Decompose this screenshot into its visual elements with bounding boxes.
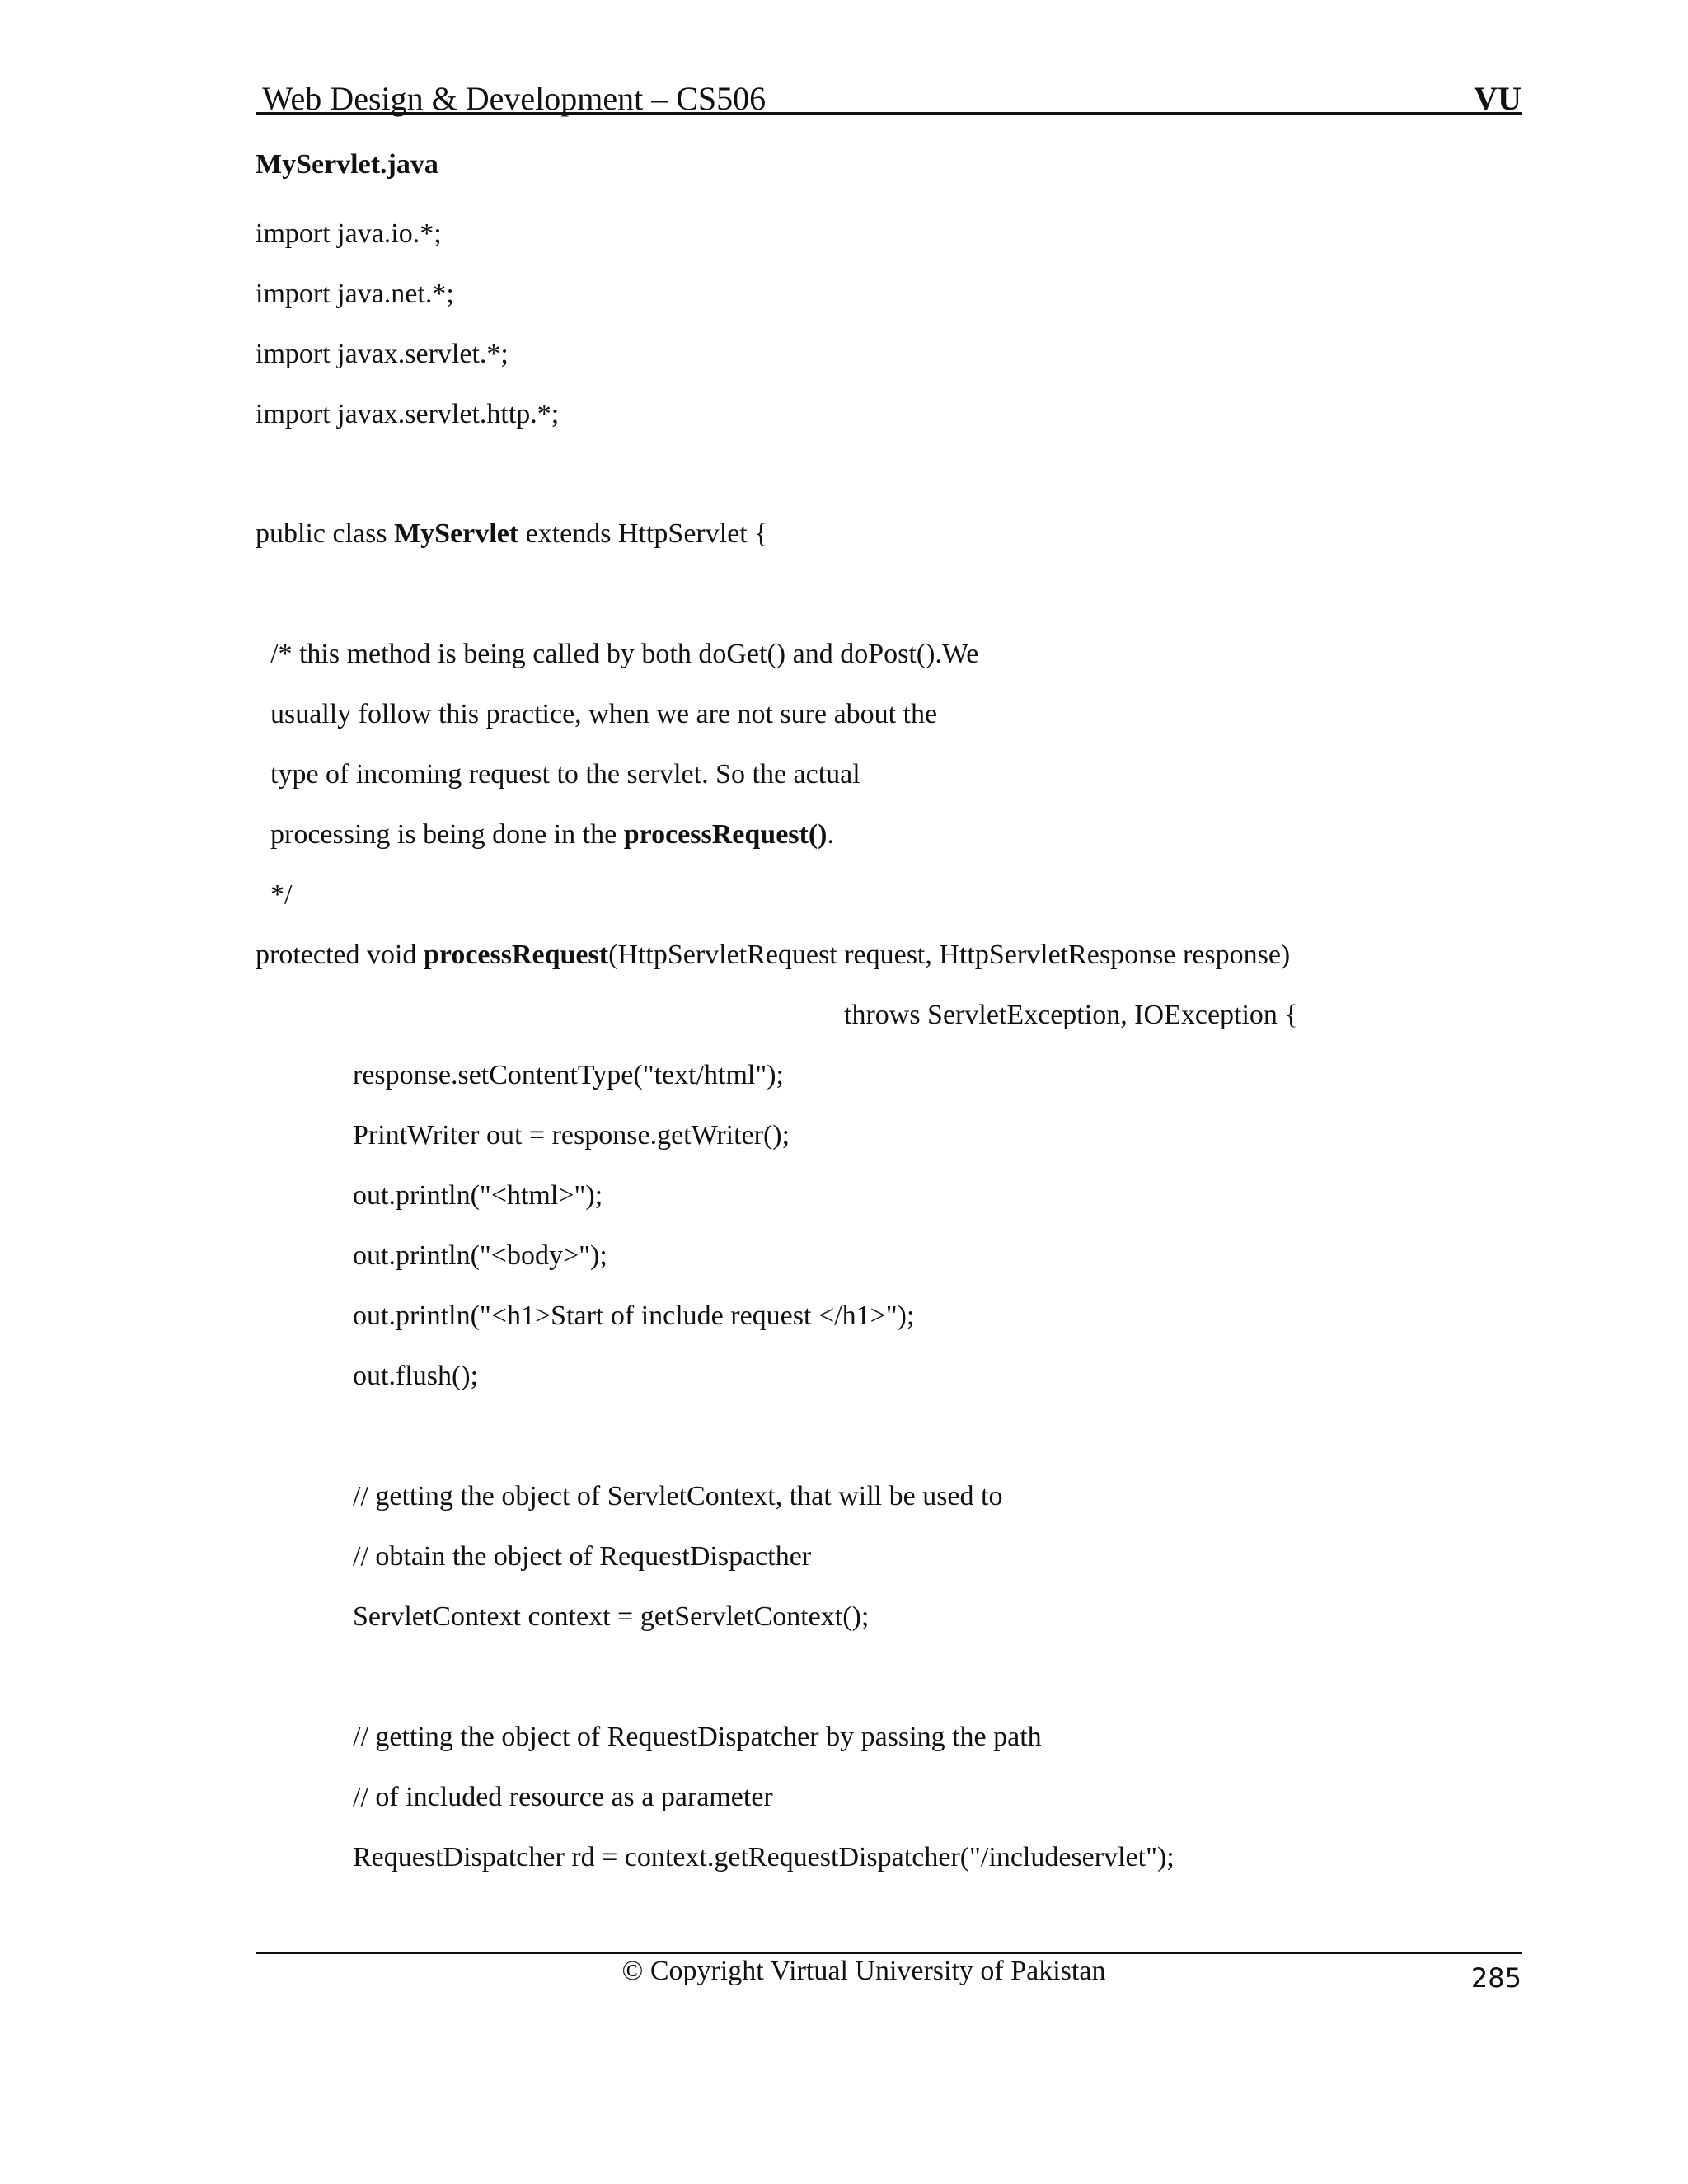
class-name: MyServlet <box>394 518 519 549</box>
code-line-import-http: import javax.servlet.http.*; <box>256 399 560 429</box>
code-comment-line-4: processing is being done in the processRequest(). <box>270 819 834 850</box>
code-comment-end: */ <box>270 879 293 910</box>
code-comment-dispatcher-1: // getting the object of RequestDispatcher by passing the path <box>353 1722 1042 1752</box>
code-line-throws: throws ServletException, IOException { <box>844 1000 1298 1030</box>
code-comment-context-1: // getting the object of ServletContext, that will be used to <box>353 1481 1003 1511</box>
code-line-print-html: out.println("<html>"); <box>353 1180 603 1211</box>
code-line-class-declaration: public class MyServlet extends HttpServlet { <box>256 518 768 549</box>
file-title: MyServlet.java <box>256 149 438 180</box>
code-comment-line-2: usually follow this practice, when we are not sure about the <box>270 699 938 729</box>
code-comment-context-2: // obtain the object of RequestDispacther <box>353 1541 812 1572</box>
header-divider <box>256 112 1522 115</box>
method-name: processRequest <box>423 940 609 970</box>
code-line-flush: out.flush(); <box>353 1361 479 1391</box>
code-line-import-io: import java.io.*; <box>256 218 442 249</box>
code-line-print-body: out.println("<body>"); <box>353 1240 607 1271</box>
code-comment-dispatcher-2: // of included resource as a parameter <box>353 1782 773 1812</box>
code-line-import-servlet: import javax.servlet.*; <box>256 339 509 369</box>
code-line-request-dispatcher: RequestDispatcher rd = context.getRequestDispatcher("/includeservlet"); <box>353 1842 1175 1872</box>
vu-logo-text: VU <box>1474 80 1522 117</box>
page-number: 285 <box>1470 1962 1522 1994</box>
code-line-import-net: import java.net.*; <box>256 279 454 309</box>
code-line-set-content-type: response.setContentType("text/html"); <box>353 1060 784 1090</box>
footer-copyright: © Copyright Virtual University of Pakistan <box>621 1956 1106 1986</box>
code-line-method-declaration: protected void processRequest(HttpServletRequest request, HttpServletResponse response) <box>256 940 1291 970</box>
code-line-print-h1: out.println("<h1>Start of include request </h1>"); <box>353 1301 915 1331</box>
code-comment-line-3: type of incoming request to the servlet. So the actual <box>270 759 860 790</box>
footer-divider <box>256 1952 1522 1954</box>
code-comment-line-1: /* this method is being called by both doGet() and doPost().We <box>270 639 979 669</box>
header-title: Web Design & Development – CS506 <box>262 80 767 117</box>
code-line-servlet-context: ServletContext context = getServletContext(); <box>353 1601 870 1632</box>
code-line-get-writer: PrintWriter out = response.getWriter(); <box>353 1120 790 1151</box>
method-name-ref: processRequest() <box>623 819 828 850</box>
